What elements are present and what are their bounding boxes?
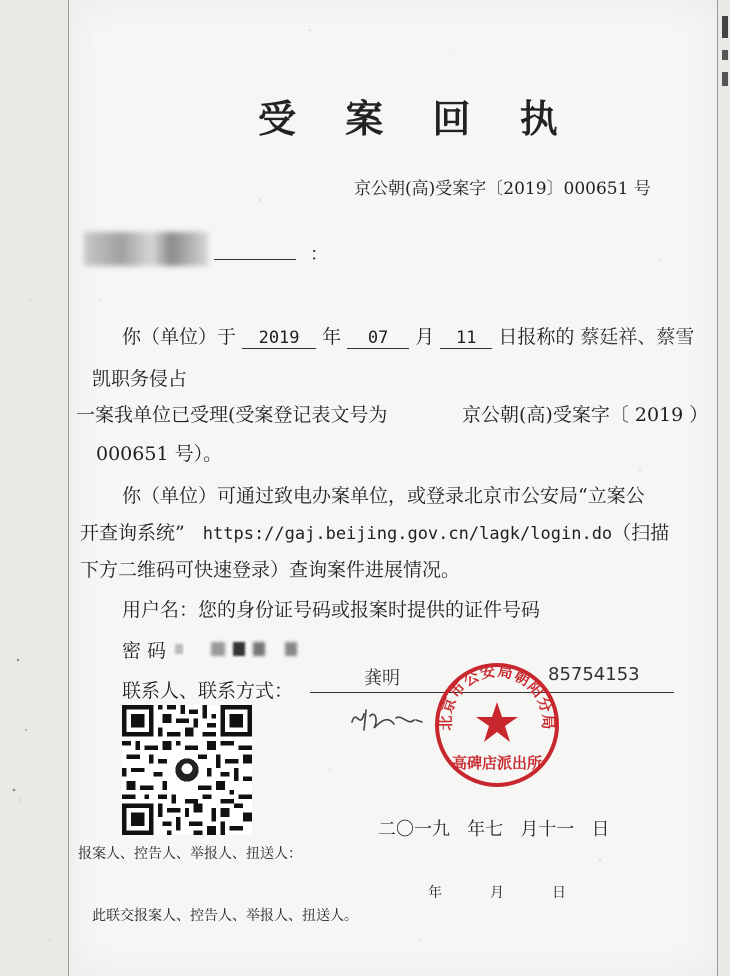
para2-line2-b: （扫描 (612, 522, 670, 544)
para1-line3-a: 一案我单位已受理(受案登记表文号为 (76, 404, 388, 426)
contact-phone: 85754153 (548, 664, 640, 685)
officer-signature (348, 700, 428, 740)
addressee-colon: ： (310, 244, 328, 265)
seal-inner-text: 高碑店派出所 (451, 754, 543, 772)
month-label: 月 (415, 326, 435, 348)
contact-name: 龚明 (364, 668, 400, 689)
contact-label: 联系人、联系方式： (122, 680, 294, 702)
reported-names: 蔡廷祥、蔡雪 (580, 326, 695, 348)
report-month: 07 (347, 328, 409, 349)
password-label: 密 码 (122, 640, 167, 662)
query-url[interactable]: https://gaj.beijing.gov.cn/lagk/login.do (202, 524, 613, 544)
report-year: 2019 (242, 328, 316, 349)
reporter-label: 报案人、控告人、举报人、扭送人： (78, 846, 302, 862)
addressee-blank-line (214, 259, 296, 260)
redacted-password (175, 640, 325, 658)
para1-prefix: 你（单位）于 (122, 326, 237, 348)
qr-code[interactable] (122, 705, 252, 835)
username-line: 用户名：您的身份证号码或报案时提供的证件号码 (122, 599, 541, 621)
report-day: 11 (440, 328, 492, 349)
right-edge-marks (718, 10, 730, 100)
para1-line1 (122, 322, 694, 349)
para2-line1: 你（单位）可通过致电办案单位，或登录北京市公安局“立案公 (122, 485, 645, 507)
official-seal (432, 660, 562, 790)
case-number: 京公朝(高)受案字〔2019〕000651 号 (354, 179, 651, 199)
sign-month-label: 月 (490, 885, 504, 901)
para1-line3-b: 京公朝(高)受案字〔 2019 ） (462, 404, 709, 426)
edge-marks-decoration (6, 640, 46, 840)
document-title: 受 案 回 执 (258, 96, 576, 141)
issue-date: 二〇一九 年七 月十一 日 (378, 819, 610, 840)
redacted-addressee (84, 232, 208, 266)
seal-outer-text: 北京市公安局朝阳分局 (436, 661, 558, 731)
para2-line2-a: 开查询系统” (80, 522, 185, 544)
sign-year-label: 年 (428, 885, 442, 901)
day-label: 日报称的 (498, 326, 575, 348)
sign-day-label: 日 (552, 885, 566, 901)
para2-line3: 下方二维码可快速登录）查询案件进展情况。 (80, 559, 461, 581)
para2-line2 (80, 518, 669, 545)
year-label: 年 (322, 326, 342, 348)
para1-line4: 000651 号）。 (96, 443, 223, 465)
footer-note: 此联交报案人、控告人、举报人、扭送人。 (92, 908, 358, 924)
para1-line2: 凯职务侵占 (92, 368, 188, 390)
